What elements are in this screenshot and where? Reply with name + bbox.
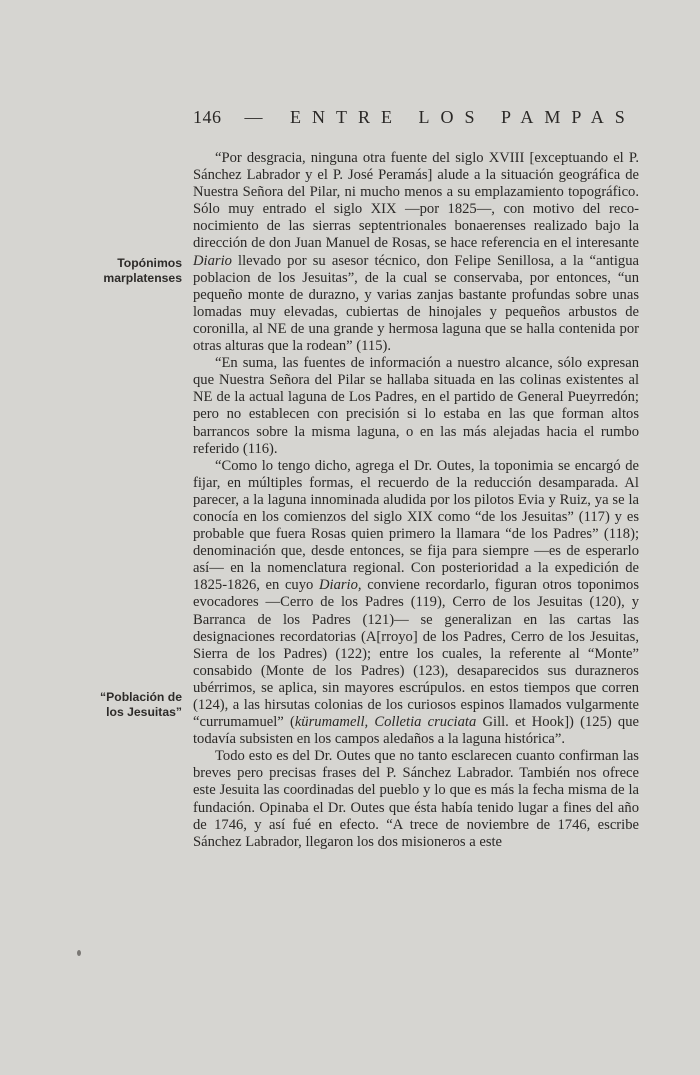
italic-species: kürumamell, Colletia cruciata	[294, 714, 477, 731]
running-title: ENTRE LOS PAMPAS	[290, 107, 636, 127]
margin-note-poblacion	[64, 690, 182, 720]
page-header	[193, 107, 643, 128]
paragraph	[193, 355, 639, 458]
paragraph	[193, 458, 639, 749]
margin-note-toponimos	[64, 256, 182, 286]
margin-note-line: marplatenses	[103, 271, 182, 285]
margin-note-line: “Población de	[100, 690, 182, 704]
paragraph-text: Gill. et Hook]) (125) que todavía subsisten en los campos aledaños a la laguna histórica”.	[193, 714, 639, 748]
margin-note-line: Topónimos	[117, 256, 182, 270]
header-dash: —	[244, 107, 263, 127]
body-text	[193, 150, 639, 851]
page-number: 146	[193, 107, 222, 127]
paragraph-text: “Como lo tengo dicho, agrega el Dr. Outes, la toponimia se encargó de fijar, en múltiples formas, el recuerdo de la reducción desamparada. Al parecer, a la laguna innominada aludida por los pilotos Evia y Ruiz, ya se la conocía en los comienzos del siglo XIX como “de los Jesuitas” (117) y es probable que fuera Rosas quien primero la llamara “de los Padres” (118); denominación que, desde entonces, se fija para siempre —es de esperarlo así— en la nomenclatura regional. Con posterioridad a la expedición de 1825-1826, en cuyo	[193, 457, 639, 594]
italic-title: Diario	[193, 252, 232, 269]
paragraph-text: “Por desgracia, ninguna otra fuente del siglo XVIII [exceptuando el P. Sánchez Labrador y el P. José Peramás] alude a la situación geográfica de Nuestra Señora del Pilar, ni mucho menos a su emplazamiento topográfico. Sólo muy entrado el siglo XIX —por 1825—, con motivo del reconocimiento de las sierras septentrionales bonaerenses realizado bajo la dirección de don Juan Manuel de Rosas, se hace referencia en el interesante	[193, 150, 639, 252]
margin-note-line: los Jesuitas”	[106, 705, 182, 719]
paper-speck	[77, 950, 81, 956]
paragraph-text: Todo esto es del Dr. Outes que no tanto esclarecen cuanto confirman las breves pero precisas frases del P. Sánchez Labrador. También nos ofrece este Jesuita las coordinadas del pueblo y lo que es más la fecha misma de la fundación. Opinaba el Dr. Outes que ésta había tenido lugar a fines del año de 1746, y así fué en efecto. “A trece de noviembre de 1746, escribe Sánchez Labrador, llegaron los dos misioneros a este	[193, 748, 639, 850]
paragraph	[193, 748, 639, 851]
paragraph	[193, 150, 639, 355]
italic-title: Diario,	[318, 577, 362, 594]
paragraph-text: “En suma, las fuentes de información a nuestro alcance, sólo expresan que Nuestra Señora del Pilar se hallaba situada en las colinas existentes al NE de la actual laguna de Los Padres, en el partido de General Pueyrredón; pero no establecen con precisión si lo estaba en las que forman altos barrancos sobre la misma laguna, o en las más alejadas hacia el rumbo referido (116).	[193, 355, 639, 457]
paragraph-text: llevado por su asesor técnico, don Felipe Senillosa, a la “antigua poblacion de los Jesuitas”, de la cual se conservaba, por entonces, “un pequeño monte de durazno, y varias zanjas bastante profundas sobre unas lomadas muy elevadas, cubiertas de hinojales y pequeños arbustos de coronilla, al NE de una grande y hermosa laguna que se halla contenida por otras alturas que la rodean” (115).	[193, 252, 639, 355]
paragraph-text: conviene recordarlo, figuran otros toponimos evocadores —Cerro de los Padres (119), Cerro de los Jesuitas (120), y Barranca de los Padres (121)— se generalizan en las cartas las designaciones recordatorias (A[rroyo] de los Padres, Cerro de los Jesuitas, Sierra de los Padres) (122); entre los cuales, la referente al “Monte” consabido (Monte de los Padres) (123), desaparecidos sus durazneros ubérrimos, se aplica, sin mayores escrúpulos. en estos tiempos que corren (124), a las hirsutas colonias de los curiosos espinos llamados vulgarmente “currumamuel” (	[193, 577, 639, 731]
